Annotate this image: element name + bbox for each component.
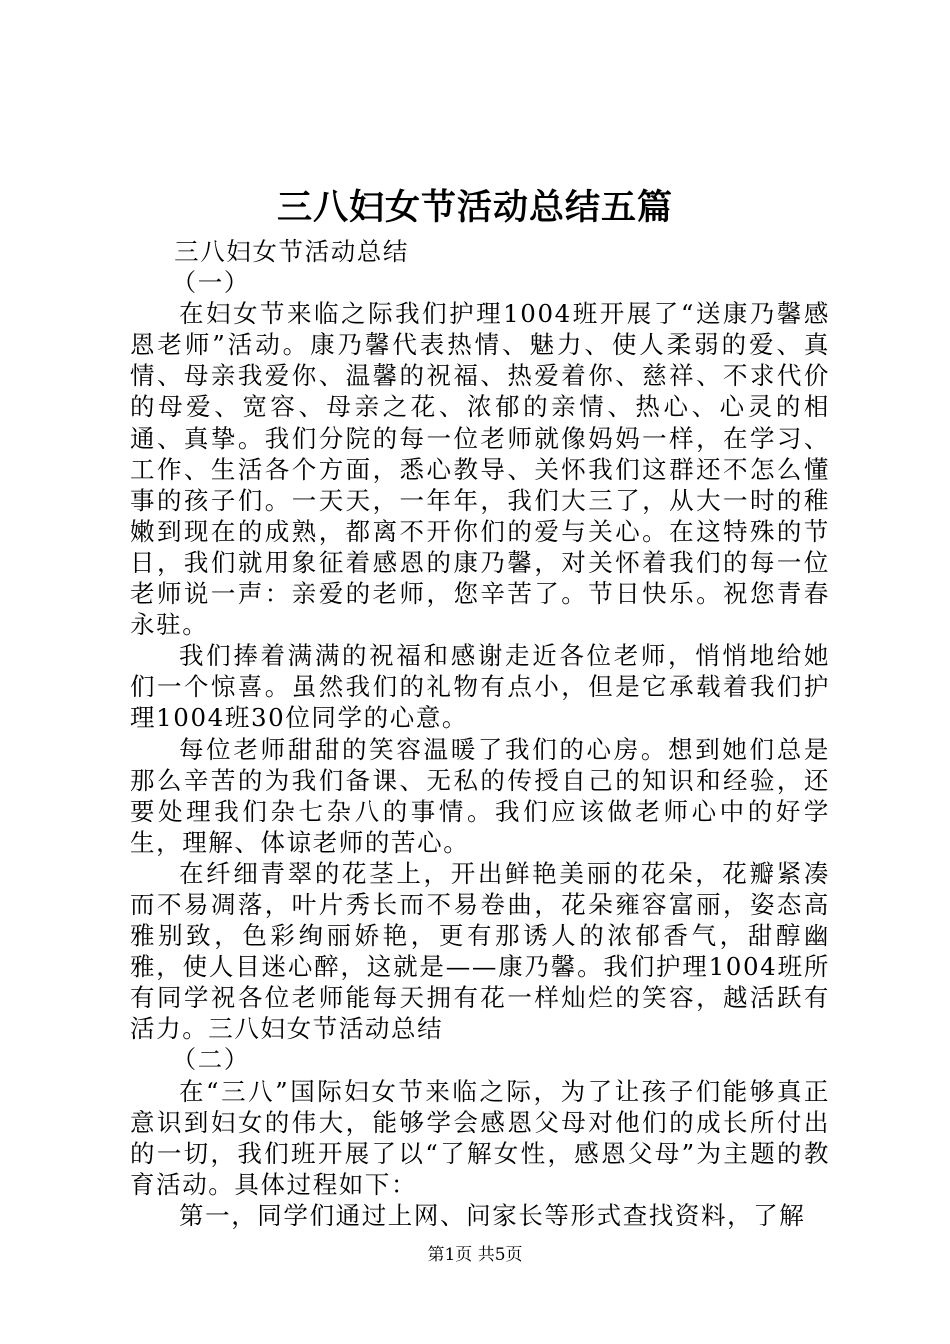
paragraph: 在纤细青翠的花茎上，开出鲜艳美丽的花朵，花瓣紧凑而不易凋落，叶片秀长而不易卷曲，花朵雍容富丽，姿态高雅别致，色彩绚丽娇艳，更有那诱人的浓郁香气，甜醇幽雅，使人目迷心醉，这就是——康乃馨。我们护理1004班所有同学祝各位老师能每天拥有花一样灿烂的笑容，越活跃有活力。三八妇女节活动总结 <box>130 858 830 1044</box>
paragraph: 我们捧着满满的祝福和感谢走近各位老师，悄悄地给她们一个惊喜。虽然我们的礼物有点小，但是它承载着我们护理1004班30位同学的心意。 <box>130 641 830 733</box>
section-number: （一） <box>171 268 250 298</box>
document-title: 三八妇女节活动总结五篇 <box>276 187 673 228</box>
section-number: （二） <box>171 1045 250 1075</box>
page-indicator: 第1页 共5页 <box>427 1245 523 1265</box>
document-body <box>130 236 830 1231</box>
paragraph: 第一，同学们通过上网、问家长等形式查找资料，了解 <box>179 1200 806 1230</box>
paragraph: 在“三八”国际妇女节来临之际，为了让孩子们能够真正意识到妇女的伟大，能够学会感恩父母对他们的成长所付出的一切，我们班开展了以“了解女性，感恩父母”为主题的教育活动。具体过程如下： <box>130 1076 830 1199</box>
paragraph: 在妇女节来临之际我们护理1004班开展了“送康乃馨感恩老师”活动。康乃馨代表热情、魅力、使人柔弱的爱、真情、母亲我爱你、温馨的祝福、热爱着你、慈祥、不求代价的母爱、宽容、母亲之花、浓郁的亲情、热心、心灵的相通、真挚。我们分院的每一位老师就像妈妈一样，在学习、工作、生活各个方面，悉心教导、关怀我们这群还不怎么懂事的孩子们。一天天，一年年，我们大三了，从大一时的稚嫩到现在的成熟，都离不开你们的爱与关心。在这特殊的节日，我们就用象征着感恩的康乃馨，对关怀着我们的每一位老师说一声：亲爱的老师，您辛苦了。节日快乐。祝您青春永驻。 <box>130 299 830 640</box>
paragraph: 每位老师甜甜的笑容温暖了我们的心房。想到她们总是那么辛苦的为我们备课、无私的传授自己的知识和经验，还要处理我们杂七杂八的事情。我们应该做老师心中的好学生，理解、体谅老师的苦心。 <box>130 734 830 857</box>
section-heading: 三八妇女节活动总结 <box>174 237 409 266</box>
